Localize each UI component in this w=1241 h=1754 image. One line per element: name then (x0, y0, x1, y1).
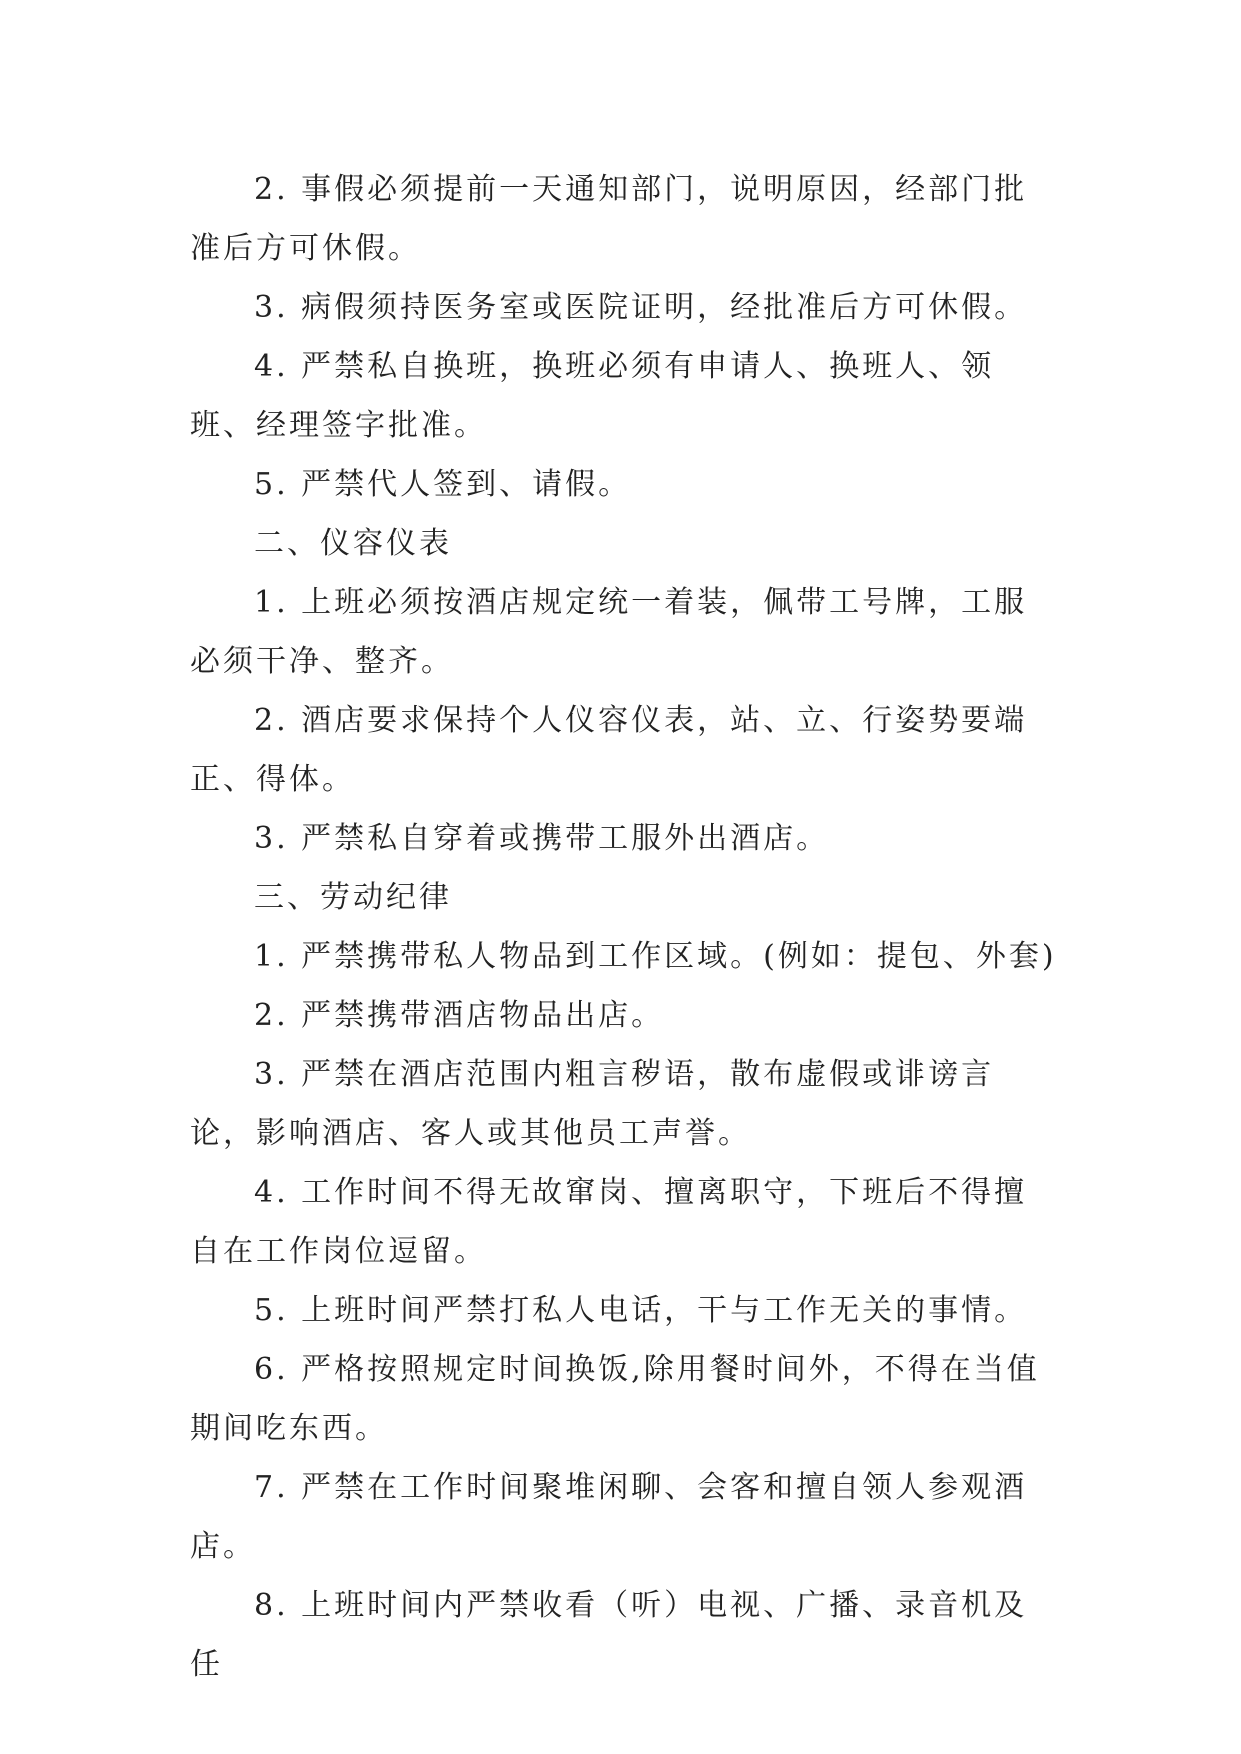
paragraph-shift-swap: 4. 严禁私自换班，换班必须有申请人、换班人、领班、经理签字批准。 (190, 349, 995, 443)
paragraph-personal-leave: 2. 事假必须提前一天通知部门，说明原因，经部门批准后方可休假。 (190, 172, 1028, 266)
paragraph-uniform: 1. 上班必须按酒店规定统一着装，佩带工号牌，工服必须干净、整齐。 (190, 585, 1028, 679)
paragraph-private-calls: 5. 上班时间严禁打私人电话，干与工作无关的事情。 (254, 1293, 1028, 1328)
section-heading-discipline: 三、劳动纪律 (254, 880, 452, 915)
paragraph-personal-items: 1. 严禁携带私人物品到工作区域。(例如：提包、外套) (254, 939, 1057, 974)
paragraph-media: 8. 上班时间内严禁收看（听）电视、广播、录音机及任 (190, 1588, 1028, 1682)
document-body (190, 160, 1060, 1694)
paragraph-language: 3. 严禁在酒店范围内粗言秽语，散布虚假或诽谤言论，影响酒店、客人或其他员工声誉。 (190, 1057, 995, 1151)
paragraph-sick-leave: 3. 病假须持医务室或医院证明，经批准后方可休假。 (254, 290, 1028, 325)
paragraph-post-leaving: 4. 工作时间不得无故窜岗、擅离职守，下班后不得擅自在工作岗位逗留。 (190, 1175, 1028, 1269)
paragraph-chatting: 7. 严禁在工作时间聚堆闲聊、会客和擅自领人参观酒店。 (190, 1470, 1028, 1564)
paragraph-uniform-outside: 3. 严禁私自穿着或携带工服外出酒店。 (254, 821, 830, 856)
paragraph-meal-time: 6. 严格按照规定时间换饭,除用餐时间外，不得在当值期间吃东西。 (190, 1352, 1040, 1446)
paragraph-posture: 2. 酒店要求保持个人仪容仪表，站、立、行姿势要端正、得体。 (190, 703, 1028, 797)
paragraph-hotel-items: 2. 严禁携带酒店物品出店。 (254, 998, 665, 1033)
section-heading-appearance: 二、仪容仪表 (254, 526, 452, 561)
paragraph-proxy-signin: 5. 严禁代人签到、请假。 (254, 467, 632, 502)
